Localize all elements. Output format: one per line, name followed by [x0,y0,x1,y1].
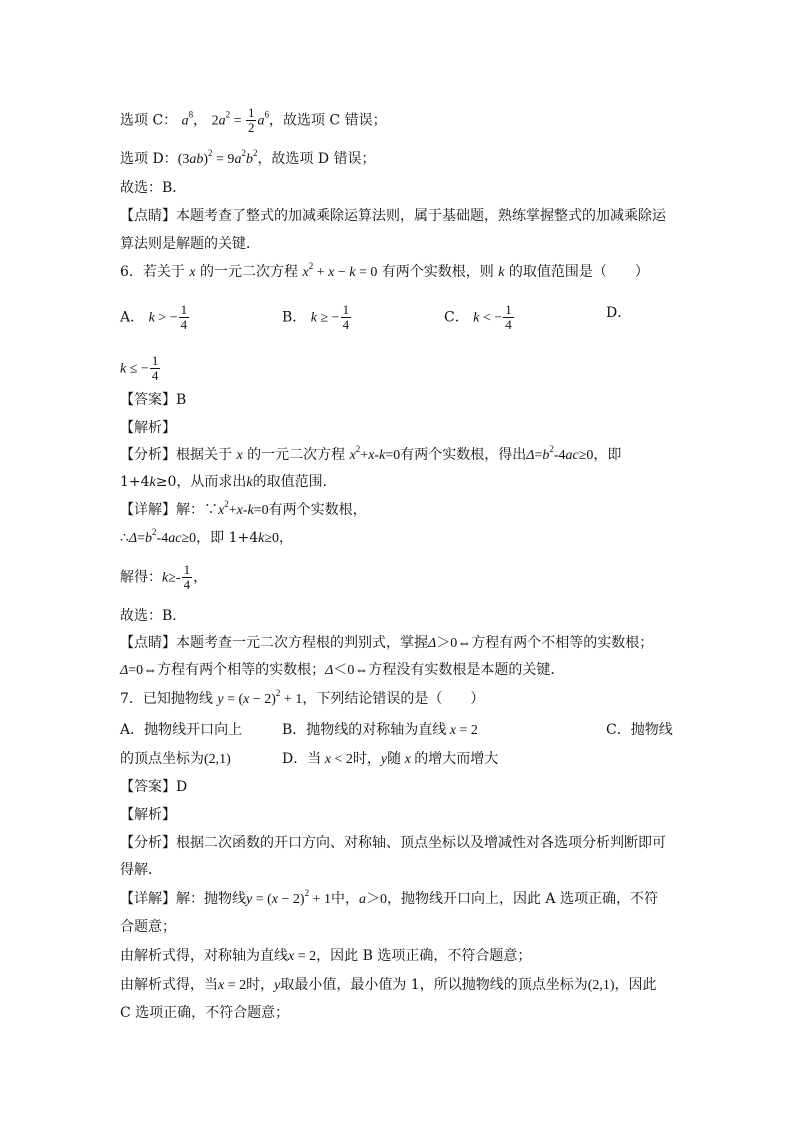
text: ，故选项 C 错误； [268,112,387,129]
q6-option-d-value[interactable]: k ≤ − $\frac{1}{4}$ [120,353,159,383]
detail-6-line-2: $\therefore\Delta=b^2-4ac\ge 0$，即 1+4k≥0， [120,527,294,546]
question-7: 7．已知抛物线 $y = (x - 2)^2 + 1$，下列结论错误的是（ ） [120,688,485,707]
q6-option-c[interactable]: C． k < − $\frac{1}{4}$ [444,302,512,332]
choose-b: 故选：B． [120,180,187,196]
analysis-7-line-1: 【分析】根据二次函数的开口方向、对称轴、顶点坐标以及增减性对各选项分析判断即可 [120,835,666,851]
detail-7-line-3: 由解析式得，对称轴为直线x = 2，因此 B 选项正确，不符合题意； [120,948,532,964]
q6-option-b[interactable]: B． k ≥ − $\frac{1}{4}$ [282,302,350,332]
question-6: 6．若关于 x 的一元二次方程 $x^2 + x - k = 0$ 有两个实数根，则 k 的取值范围是（ ） [120,261,649,280]
q6-option-a[interactable]: A． k > − $\frac{1}{4}$ [120,302,188,332]
q7-option-c-cont[interactable]: 的顶点坐标为(2,1) [120,751,231,767]
option-d-line: 选项 D：$(3ab)^2 = 9a^2b^2$，故选项 D 错误； [120,148,376,167]
solution-6: 解得：k≥- $\frac{1}{4}$ ， [120,562,208,592]
note-line-1: 【点睛】本题考查了整式的加减乘除运算法则，属于基础题，熟练掌握整式的加减乘除运 [120,208,666,224]
analysis-6-heading: 【解析】 [120,420,176,436]
q6-option-d-label[interactable]: D． [606,305,632,321]
analysis-7-line-2: 得解． [120,862,162,878]
q7-option-a[interactable]: A．抛物线开口向上 [120,722,243,738]
choose-6: 故选：B． [120,608,187,624]
detail-7-line-4: 由解析式得，当x = 2时，y取最小值，最小值为 1，所以抛物线的顶点坐标为(2,1)，因此 [120,977,657,993]
note-6-line-1: 【点睛】本题考查一元二次方程根的判别式，掌握Δ＞0⇔方程有两个不相等的实数根； [120,635,654,651]
answer-7: 【答案】D [120,779,188,795]
text: 选项 D： [120,151,178,167]
q7-option-d[interactable]: D．当 x < 2时，y随 x 的增大而增大 [282,751,499,767]
detail-7-line-5: C 选项正确，不符合题意； [120,1005,290,1021]
answer-6: 【答案】B [120,392,187,408]
note-line-2: 算法则是解题的关键． [120,236,260,252]
option-c-line: 选项 C： $a^8$， $2a^2$ = $\frac{1}{2}$ $a^6$，故选项 C 错误； [120,105,387,135]
analysis-7-heading: 【解析】 [120,807,176,823]
detail-7-line-2: 合题意； [120,919,176,935]
analysis-6-line-2: 1+4k≥0，从而求出k的取值范围． [120,474,337,490]
detail-6-line-1: 【详解】解：$\because x^2+x-k=0$有两个实数根， [120,499,367,518]
text: 选项 C： [120,112,178,129]
note-6-line-2: Δ=0⇔方程有两个相等的实数根；Δ＜0⇔方程没有实数根是本题的关键． [120,662,565,678]
analysis-6-line-1: 【分析】根据关于 x 的一元二次方程 $x^2+x-k=0$有两个实数根，得出$\Delta=b^2-4ac\ge 0$，即 [120,444,622,463]
text: ，故选项 D 错误； [257,151,376,167]
q7-option-c[interactable]: C．抛物线 [606,722,673,738]
detail-7-line-1: 【详解】解：抛物线$y = (x - 2)^2 + 1$中，a＞0，抛物线开口向上，因此 A 选项正确，不符 [120,888,658,907]
q7-option-b[interactable]: B．抛物线的对称轴为直线 x = 2 [282,722,478,738]
